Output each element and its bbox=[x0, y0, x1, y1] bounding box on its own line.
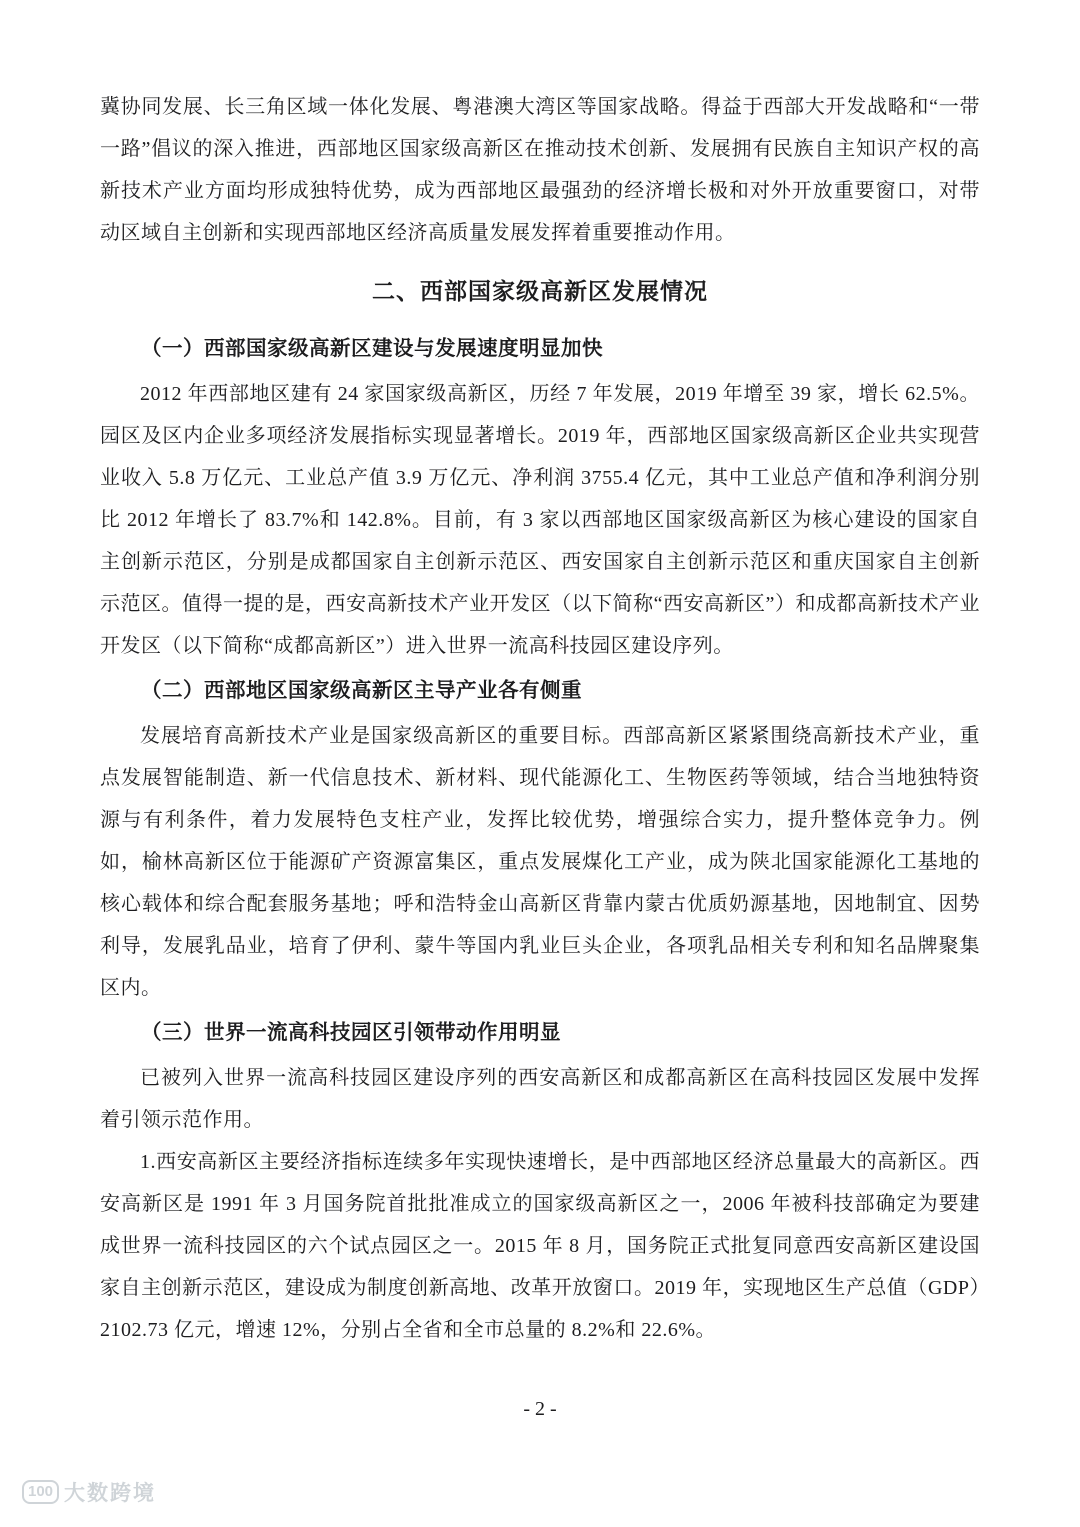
subsection-heading-3: （三）世界一流高科技园区引领带动作用明显 bbox=[141, 1022, 561, 1044]
page-number: - 2 - bbox=[523, 1398, 557, 1420]
subsection-heading-1: （一）西部国家级高新区建设与发展速度明显加快 bbox=[141, 338, 603, 360]
watermark-text: 大数跨境 bbox=[64, 1482, 157, 1505]
subsection-heading-2: （二）西部地区国家级高新区主导产业各有侧重 bbox=[141, 680, 582, 702]
paragraph-section3-intro: 已被列入世界一流高科技园区建设序列的西安高新区和成都高新区在高科技园区发展中发挥着引领示范作用。 bbox=[100, 1067, 980, 1131]
watermark-logo-icon: 100 bbox=[22, 1480, 59, 1504]
intro-paragraph: 冀协同发展、长三角区域一体化发展、粤港澳大湾区等国家战略。得益于西部大开发战略和“一带一路”倡议的深入推进，西部地区国家级高新区在推动技术创新、发展拥有民族自主知识产权的高新技术产业方面均形成独特优势，成为西部地区最强劲的经济增长极和对外开放重要窗口，对带动区域自主创新和实现西部地区经济高质量发展发挥着重要推动作用。 bbox=[100, 96, 980, 244]
paragraph-section1: 2012 年西部地区建有 24 家国家级高新区，历经 7 年发展，2019 年增至 39 家，增长 62.5%。园区及区内企业多项经济发展指标实现显著增长。2019 年，西部地区国家级高新区企业共实现营业收入 5.8 万亿元、工业总产值 3.9 万亿元、净利润 3755.4 亿元，其中工业总产值和净利润分别比 2012 年增长了 83.7%和 142.8%。目前，有 3 家以西部地区国家级高新区为核心建设的国家自主创新示范区，分别是成都国家自主创新示范区、西安国家自主创新示范区和重庆国家自主创新示范区。值得一提的是，西安高新技术产业开发区（以下简称“西安高新区”）和成都高新技术产业开发区（以下简称“成都高新区”）进入世界一流高科技园区建设序列。 bbox=[100, 383, 980, 657]
section-heading: 二、西部国家级高新区发展情况 bbox=[372, 279, 708, 304]
paragraph-section3-xian: 1.西安高新区主要经济指标连续多年实现快速增长，是中西部地区经济总量最大的高新区。西安高新区是 1991 年 3 月国务院首批批准成立的国家级高新区之一，2006 年被科技部确定为要建成世界一流科技园区的六个试点园区之一。2015 年 8 月，国务院正式批复同意西安高新区建设国家自主创新示范区，建设成为制度创新高地、改革开放窗口。2019 年，实现地区生产总值（GDP）2102.73 亿元，增速 12%，分别占全省和全市总量的 8.2%和 22.6%。 bbox=[100, 1151, 980, 1341]
watermark bbox=[22, 1477, 156, 1507]
paragraph-section2: 发展培育高新技术产业是国家级高新区的重要目标。西部高新区紧紧围绕高新技术产业，重点发展智能制造、新一代信息技术、新材料、现代能源化工、生物医药等领域，结合当地独特资源与有利条件，着力发展特色支柱产业，发挥比较优势，增强综合实力，提升整体竞争力。例如，榆林高新区位于能源矿产资源富集区，重点发展煤化工产业，成为陕北国家能源化工基地的核心载体和综合配套服务基地；呼和浩特金山高新区背靠内蒙古优质奶源基地，因地制宜、因势利导，发展乳品业，培育了伊利、蒙牛等国内乳业巨头企业，各项乳品相关专利和知名品牌聚集区内。 bbox=[100, 725, 980, 999]
